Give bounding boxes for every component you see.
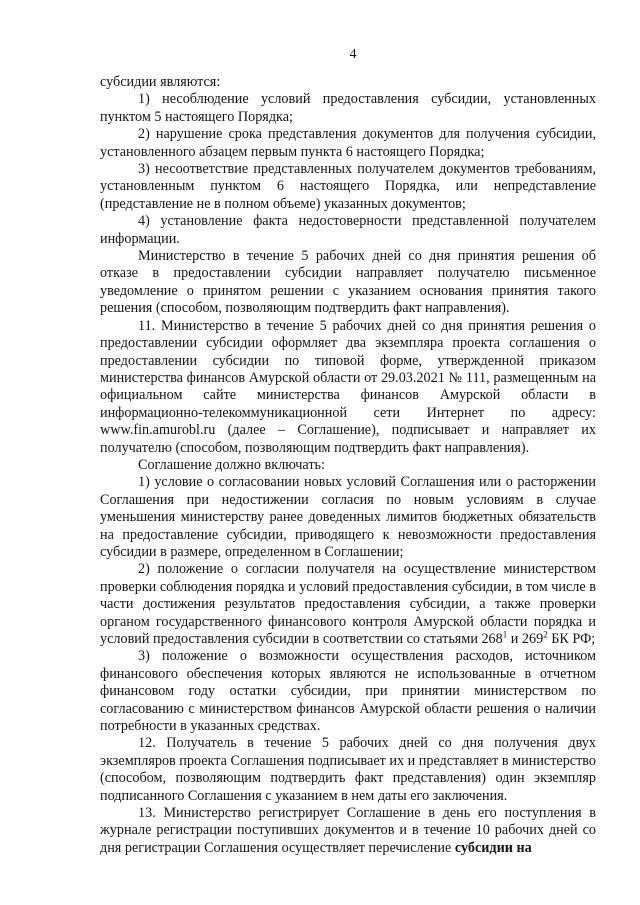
paragraph-item-1: 1) несоблюдение условий предоставления субсидии, установленных пунктом 5 настоящего Порядка;	[100, 91, 596, 125]
paragraph-agreement-item-1: 1) условие о согласовании новых условий Соглашения или о расторжении Соглашения при недостижении согласия по новым условиям в случае уменьшения министерству ранее доведенных лимитов бюджетных обязательств на предоставление субсидии, приводящего к невозможности предоставления субсидии в размере, определенном в Соглашении;	[100, 474, 596, 560]
paragraph-item-2: 2) нарушение срока представления документов для получения субсидии, установленного абзацем первым пункта 6 настоящего Порядка;	[100, 126, 596, 160]
paragraph-agreement-intro: Соглашение должно включать:	[138, 456, 325, 473]
paragraph-intro: субсидии являются:	[100, 74, 221, 90]
paragraph-agreement-item-2	[100, 561, 596, 648]
superscript-1: 1	[502, 629, 508, 640]
paragraph-section-13	[100, 805, 596, 857]
superscript-2: 2	[543, 629, 548, 640]
page-number: 4	[349, 47, 357, 62]
paragraph-section-12: 12. Получатель в течение 5 рабочих дней со дня получения двух экземпляров проекта Соглашения подписывает их и представляет в министерство (способом, позволяющим подтвердить факт представления) один экземпляр подписанного Соглашения с указанием в нем даты его заключения.	[100, 735, 596, 804]
section-13-bold-tail: субсидии на	[451, 839, 532, 856]
paragraph-item-4: 4) установление факта недостоверности представленной получателем информации.	[100, 213, 596, 247]
agreement-item-2-mid: и 269	[507, 631, 544, 647]
paragraph-agreement-item-3: 3) положение о возможности осуществления расходов, источником финансового обеспечения которых являются не использованные в отчетном финансовом году остатки субсидии, при принятии министерством по согласованию с министерством финансов Амурской области решения о наличии потребности в указанных средствах.	[100, 648, 596, 735]
agreement-item-2-tail: БК РФ;	[547, 631, 596, 647]
paragraph-refusal-notice: Министерство в течение 5 рабочих дней со дня принятия решения об отказе в предоставлении субсидии направляет получателю письменное уведомление о принятом решении с указанием основания принятия такого решения (способом, позволяющим подтвердить факт направления).	[100, 248, 596, 317]
section-13-text: 13. Министерство регистрирует Соглашение в день его поступления в журнале регистрации поступивших документов и в течение 10 рабочих дней со дня регистрации Соглашения осуществляет перечисление	[100, 805, 596, 856]
document-body	[100, 74, 596, 857]
paragraph-section-11: 11. Министерство в течение 5 рабочих дней со дня принятия решения о предоставлении субсидии оформляет два экземпляра проекта соглашения о предоставлении субсидии по типовой форме, утвержденной приказом министерства финансов Амурской области от 29.03.2021 № 111, размещенным на официальном сайте министерства финансов Амурской области в информационно-телекоммуникационной сети Интернет по адресу: www.fin.amurobl.ru (далее – Соглашение), подписывает и направляет их получателю (способом, позволяющим подтвердить факт направления).	[100, 317, 596, 456]
agreement-item-2-text: 2) положение о согласии получателя на осуществление министерством проверки соблюдения порядка и условий предоставления субсидии, в том числе в части достижения результатов предоставления субсидии, а также проверки органом государственного финансового контроля Амурской области порядка и условий предоставления субсидии в соответствии со статьями 268	[100, 561, 596, 647]
paragraph-item-3: 3) несоответствие представленных получателем документов требованиям, установленным пунктом 6 настоящего Порядка, или непредставление (представление не в полном объеме) указанных документов;	[100, 161, 596, 212]
